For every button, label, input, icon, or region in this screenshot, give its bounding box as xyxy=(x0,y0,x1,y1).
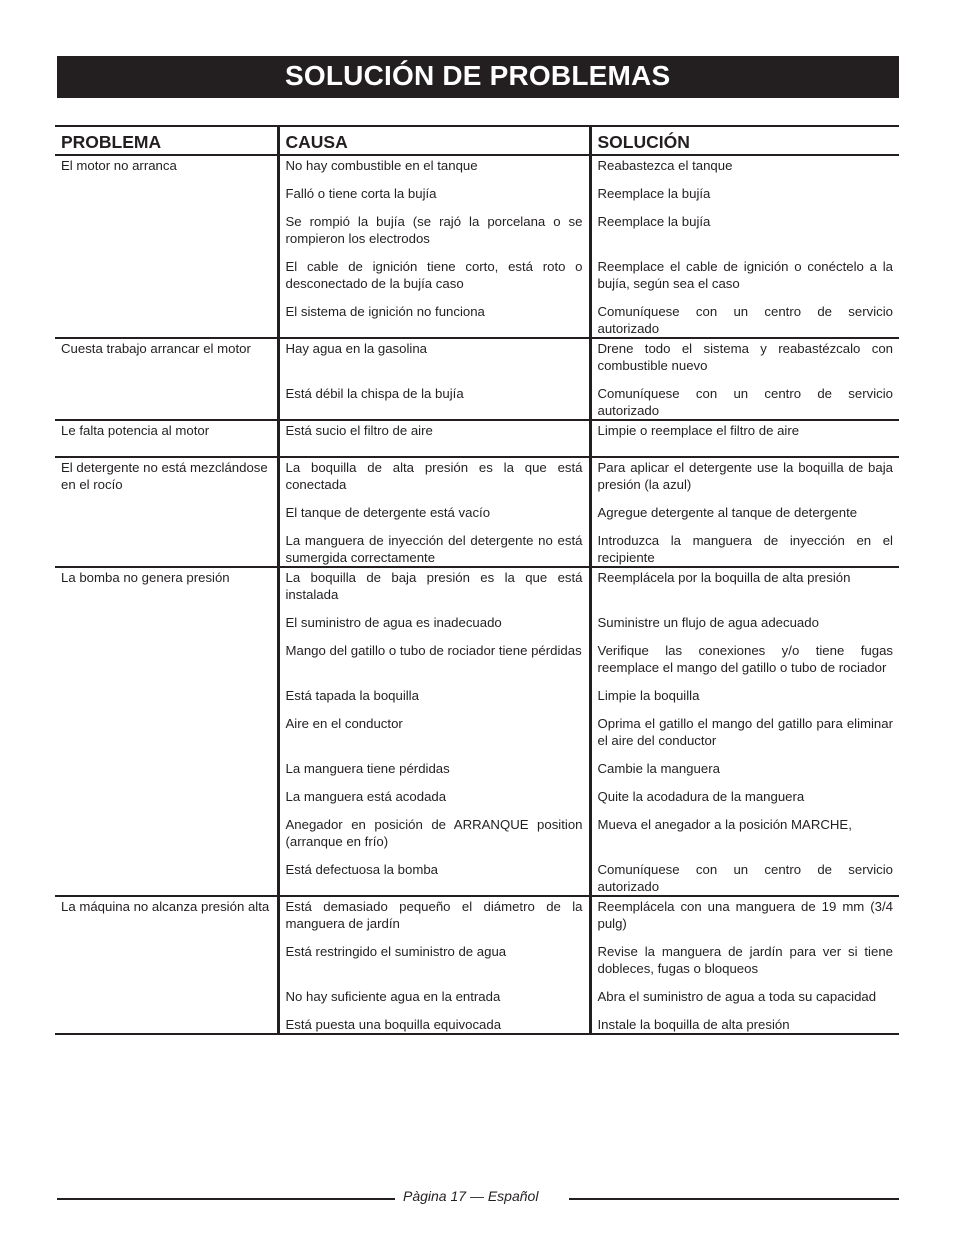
solucion-text: Limpie o reemplace el filtro de aire xyxy=(597,423,800,438)
solucion-text: Cambie la manguera xyxy=(597,761,720,776)
solucion-cell xyxy=(590,420,899,457)
causa-text: Aire en el conductor xyxy=(285,716,403,731)
solucion-cell xyxy=(590,567,899,896)
causa-text: La boquilla de baja presión es la que está instalada xyxy=(285,570,583,602)
causa-cell xyxy=(278,338,590,420)
solucion-text: Agregue detergente al tanque de detergente xyxy=(597,505,858,520)
solucion-cell xyxy=(590,896,899,1034)
table-row xyxy=(55,457,899,567)
causa-cell xyxy=(278,896,590,1034)
causa-text: Anegador en posición de ARRANQUE position (arranque en frío) xyxy=(285,817,583,849)
problema-cell xyxy=(55,338,278,420)
causa-text: La manguera tiene pérdidas xyxy=(285,761,450,776)
solucion-text: Introduzca la manguera de inyección en el recipiente xyxy=(597,533,893,565)
solucion-text: Para aplicar el detergente use la boquilla de baja presión (la azul) xyxy=(597,460,893,492)
causa-cell xyxy=(278,567,590,896)
causa-cell xyxy=(278,457,590,567)
causa-text: No hay suficiente agua en la entrada xyxy=(285,989,501,1004)
problema-text: El detergente no está mezclándose en el rocío xyxy=(61,460,268,492)
table-row xyxy=(55,338,899,420)
causa-text: Está puesta una boquilla equivocada xyxy=(285,1017,502,1032)
title-bar xyxy=(57,56,899,98)
causa-text: Hay agua en la gasolina xyxy=(285,341,428,356)
problema-cell xyxy=(55,896,278,1034)
causa-text: Está débil la chispa de la bujía xyxy=(285,386,464,401)
problema-text: Le falta potencia al motor xyxy=(61,423,210,438)
solucion-text: Comuníquese con un centro de servicio autorizado xyxy=(597,386,893,418)
solucion-text: Verifique las conexiones y/o tiene fugas reemplace el mango del gatillo o tubo de rociador xyxy=(597,643,893,675)
solucion-text: Reemplace la bujía xyxy=(597,214,711,229)
problema-cell xyxy=(55,155,278,338)
causa-text: La manguera de inyección del detergente no está sumergida correctamente xyxy=(285,533,583,565)
solucion-text: Mueva el anegador a la posición MARCHE, xyxy=(597,817,852,832)
causa-text: La manguera está acodada xyxy=(285,789,447,804)
solucion-text: Drene todo el sistema y reabastézcalo con combustible nuevo xyxy=(597,341,893,373)
solucion-text: Reemplace la bujía xyxy=(597,186,711,201)
solucion-cell xyxy=(590,457,899,567)
solucion-text: Comuníquese con un centro de servicio autorizado xyxy=(597,304,893,336)
causa-text: La boquilla de alta presión es la que está conectada xyxy=(285,460,583,492)
solucion-text: Reemplácela por la boquilla de alta presión xyxy=(597,570,851,585)
causa-text: Mango del gatillo o tubo de rociador tiene pérdidas xyxy=(285,643,582,658)
causa-text: El suministro de agua es inadecuado xyxy=(285,615,502,630)
solucion-cell xyxy=(590,338,899,420)
causa-text: Está tapada la boquilla xyxy=(285,688,419,703)
footer-rule-left xyxy=(57,1198,395,1200)
problema-text: La máquina no alcanza presión alta xyxy=(61,899,270,914)
header-causa: CAUSA xyxy=(278,126,590,155)
causa-text: Se rompió la bujía (se rajó la porcelana o se rompieron los electrodos xyxy=(285,214,583,246)
causa-cell xyxy=(278,155,590,338)
problema-cell xyxy=(55,457,278,567)
page-title: SOLUCIÓN DE PROBLEMAS xyxy=(285,60,671,91)
solucion-text: Oprima el gatillo el mango del gatillo para eliminar el aire del conductor xyxy=(597,716,893,748)
problema-cell xyxy=(55,420,278,457)
table-row xyxy=(55,896,899,1034)
solucion-cell xyxy=(590,155,899,338)
problema-text: Cuesta trabajo arrancar el motor xyxy=(61,341,251,356)
table-header-row xyxy=(55,126,899,155)
table-row xyxy=(55,155,899,338)
solucion-text: Reabastezca el tanque xyxy=(597,158,733,173)
causa-text: El sistema de ignición no funciona xyxy=(285,304,485,319)
solucion-text: Revise la manguera de jardín para ver si tiene dobleces, fugas o bloqueos xyxy=(597,944,893,976)
table-body xyxy=(55,155,899,1034)
solucion-text: Comuníquese con un centro de servicio autorizado xyxy=(597,862,893,894)
problema-text: El motor no arranca xyxy=(61,158,177,173)
causa-text: El tanque de detergente está vacío xyxy=(285,505,491,520)
causa-text: Está sucio el filtro de aire xyxy=(285,423,433,438)
causa-text: Está demasiado pequeño el diámetro de la manguera de jardín xyxy=(285,899,583,931)
causa-text: Está restringido el suministro de agua xyxy=(285,944,507,959)
causa-text: No hay combustible en el tanque xyxy=(285,158,478,173)
table-row xyxy=(55,420,899,457)
problema-cell xyxy=(55,567,278,896)
troubleshooting-table xyxy=(55,125,899,1035)
solucion-text: Reemplácela con una manguera de 19 mm (3/4 pulg) xyxy=(597,899,893,931)
causa-text: El cable de ignición tiene corto, está roto o desconectado de la bujía caso xyxy=(285,259,583,291)
solucion-text: Quite la acodadura de la manguera xyxy=(597,789,805,804)
solucion-text: Reemplace el cable de ignición o conéctelo a la bujía, según sea el caso xyxy=(597,259,893,291)
causa-cell xyxy=(278,420,590,457)
causa-text: Está defectuosa la bomba xyxy=(285,862,438,877)
solucion-text: Instale la boquilla de alta presión xyxy=(597,1017,790,1032)
header-problema: PROBLEMA xyxy=(61,131,162,152)
problema-text: La bomba no genera presión xyxy=(61,570,230,585)
causa-text: Falló o tiene corta la bujía xyxy=(285,186,437,201)
footer-rule-right xyxy=(569,1198,899,1200)
table-row xyxy=(55,567,899,896)
footer-page-label: Pàgina 17 — Español xyxy=(403,1188,539,1204)
page-footer xyxy=(57,1187,899,1207)
solucion-text: Limpie la boquilla xyxy=(597,688,700,703)
solucion-text: Abra el suministro de agua a toda su capacidad xyxy=(597,989,877,1004)
solucion-text: Suministre un flujo de agua adecuado xyxy=(597,615,819,630)
header-solucion: SOLUCIÓN xyxy=(590,126,899,155)
